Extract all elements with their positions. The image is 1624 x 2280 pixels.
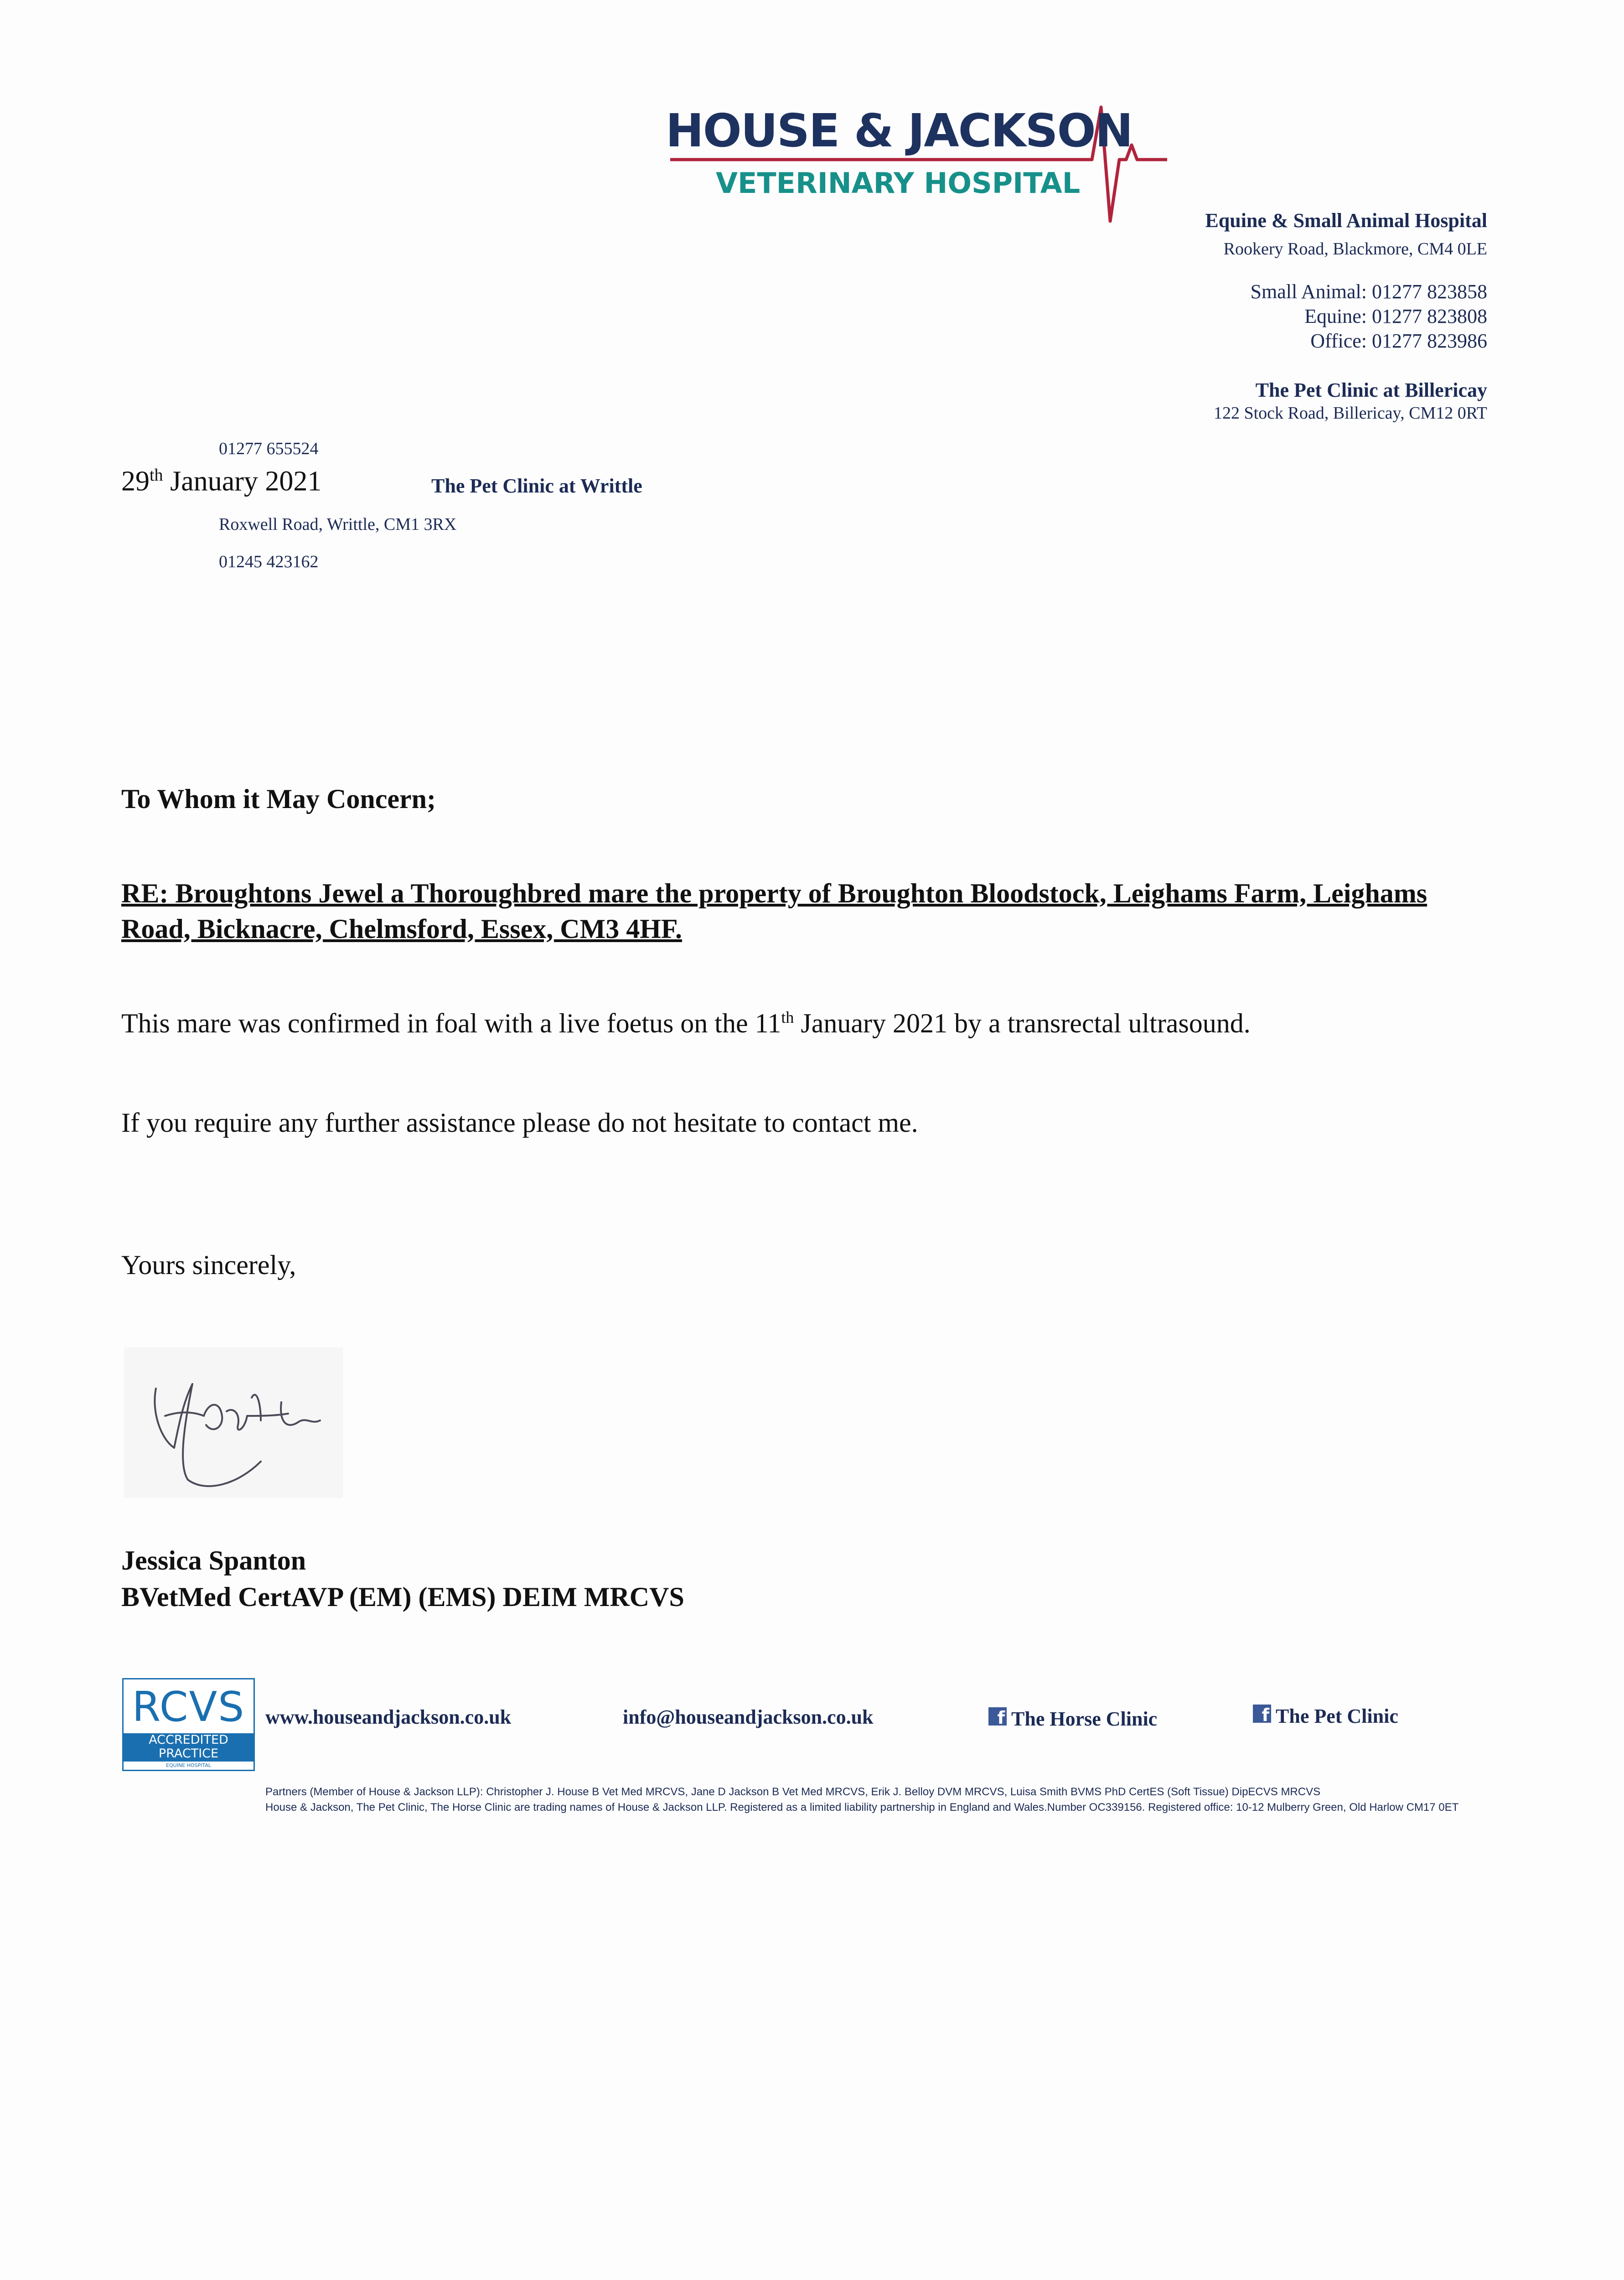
registration-text: House & Jackson, The Pet Clinic, The Horse Clinic are trading names of House & Jackson LLP. Registered as a limited liability partnership in England and Wales.Number OC339156. Registered office: 10-12 Mulberry Green, Old Harlow CM17 0ET [265, 1801, 1459, 1814]
letter-date: 29th January 2021 [121, 466, 322, 497]
billericay-phone: 01277 655524 [219, 439, 319, 458]
hospital-address: Rookery Road, Blackmore, CM4 0LE [1223, 239, 1487, 259]
signature-image [124, 1347, 343, 1498]
hospital-title: Equine & Small Animal Hospital [1205, 209, 1487, 232]
logo-subtitle: VETERINARY HOSPITAL [716, 166, 1081, 200]
billericay-address: 122 Stock Road, Billericay, CM12 0RT [1213, 404, 1487, 423]
facebook-icon: f [988, 1707, 1007, 1726]
phone-office: Office: 01277 823986 [1310, 330, 1487, 352]
horse-clinic-facebook-link[interactable]: f The Horse Clinic [988, 1707, 1157, 1731]
rcvs-accredited-badge [122, 1678, 255, 1771]
writtle-address: Roxwell Road, Writtle, CM1 3RX [219, 515, 457, 534]
billericay-title: The Pet Clinic at Billericay [1255, 379, 1487, 401]
rcvs-badge-label: ACCREDITED PRACTICE [124, 1733, 253, 1762]
pet-clinic-facebook-link[interactable]: f The Pet Clinic [1253, 1705, 1398, 1728]
salutation: To Whom it May Concern; [121, 784, 436, 814]
phone-equine: Equine: 01277 823808 [1304, 305, 1487, 327]
writtle-phone: 01245 423162 [219, 552, 319, 571]
writtle-title: The Pet Clinic at Writtle [431, 475, 642, 497]
signer-name: Jessica Spanton [121, 1545, 306, 1575]
rcvs-badge-title: RCVS [132, 1683, 245, 1731]
signer-credentials: BVetMed CertAVP (EM) (EMS) DEIM MRCVS [121, 1582, 684, 1612]
email-link[interactable]: info@houseandjackson.co.uk [623, 1706, 874, 1728]
signature-icon [124, 1347, 343, 1498]
facebook-icon: f [1253, 1705, 1271, 1723]
partners-text: Partners (Member of House & Jackson LLP): Christopher J. House B Vet Med MRCVS, Jane D Jackson B Vet Med MRCVS, Erik J. Belloy DVM MRCVS, Luisa Smith BVMS PhD CertES (Soft Tissue) DipECVS MRCVS [265, 1786, 1321, 1798]
body-paragraph-2: If you require any further assistance please do not hesitate to contact me. [121, 1108, 918, 1138]
subject-line: RE: Broughtons Jewel a Thoroughbred mare the property of Broughton Bloodstock, Leighams Farm, Leighams Road, Bicknacre, Chelmsford, Essex, CM3 4HF. [121, 878, 1427, 944]
website-link[interactable]: www.houseandjackson.co.uk [265, 1706, 512, 1728]
phone-small-animal: Small Animal: 01277 823858 [1250, 280, 1487, 303]
logo-name: HOUSE & JACKSON [666, 104, 1133, 157]
practice-logo [661, 91, 1181, 228]
body-paragraph-1: This mare was confirmed in foal with a live foetus on the 11th January 2021 by a transrectal ultrasound. [121, 1008, 1251, 1038]
rcvs-badge-subtitle: EQUINE HOSPITAL [166, 1762, 211, 1768]
closing: Yours sincerely, [121, 1250, 296, 1280]
